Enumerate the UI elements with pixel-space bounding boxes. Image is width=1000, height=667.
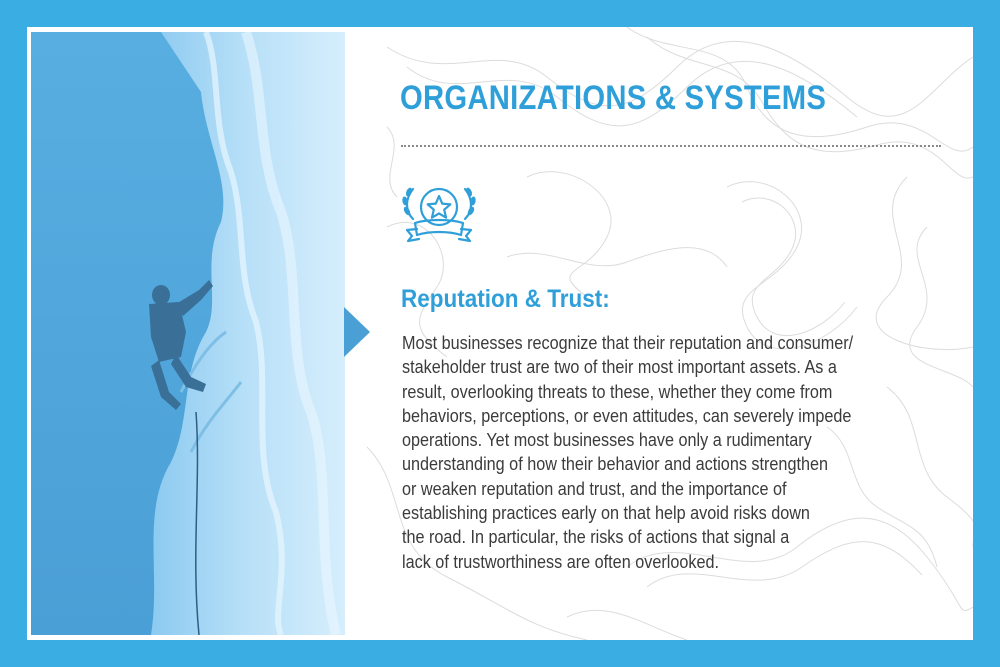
body-line: lack of trustworthiness are often overlooked.	[402, 551, 719, 572]
star-laurel-ribbon-icon	[399, 179, 479, 251]
body-line: Most businesses recognize that their reputation and consumer/	[402, 333, 854, 353]
body-line: result, overlooking threats to these, whether they come from	[402, 381, 833, 402]
body-line: behaviors, perceptions, or even attitudes, can severely impede	[402, 405, 852, 426]
body-line: understanding of how their behavior and actions strengthen	[402, 454, 828, 475]
dotted-divider	[401, 145, 941, 147]
photo-pointer-arrow	[344, 307, 370, 357]
body-line: stakeholder trust are two of their most important assets. As a	[402, 357, 837, 378]
section-title: ORGANIZATIONS & SYSTEMS	[400, 79, 827, 117]
body-paragraph	[402, 331, 942, 574]
content-card	[27, 27, 973, 640]
body-line: establishing practices early on that help avoid risks down	[402, 503, 810, 524]
body-line: the road. In particular, the risks of actions that signal a	[402, 527, 790, 548]
ice-climber-photo	[31, 32, 345, 635]
body-line: or weaken reputation and trust, and the importance of	[402, 478, 787, 499]
body-line: operations. Yet most businesses have only a rudimentary	[402, 430, 812, 451]
section-subtitle: Reputation & Trust:	[401, 285, 610, 313]
